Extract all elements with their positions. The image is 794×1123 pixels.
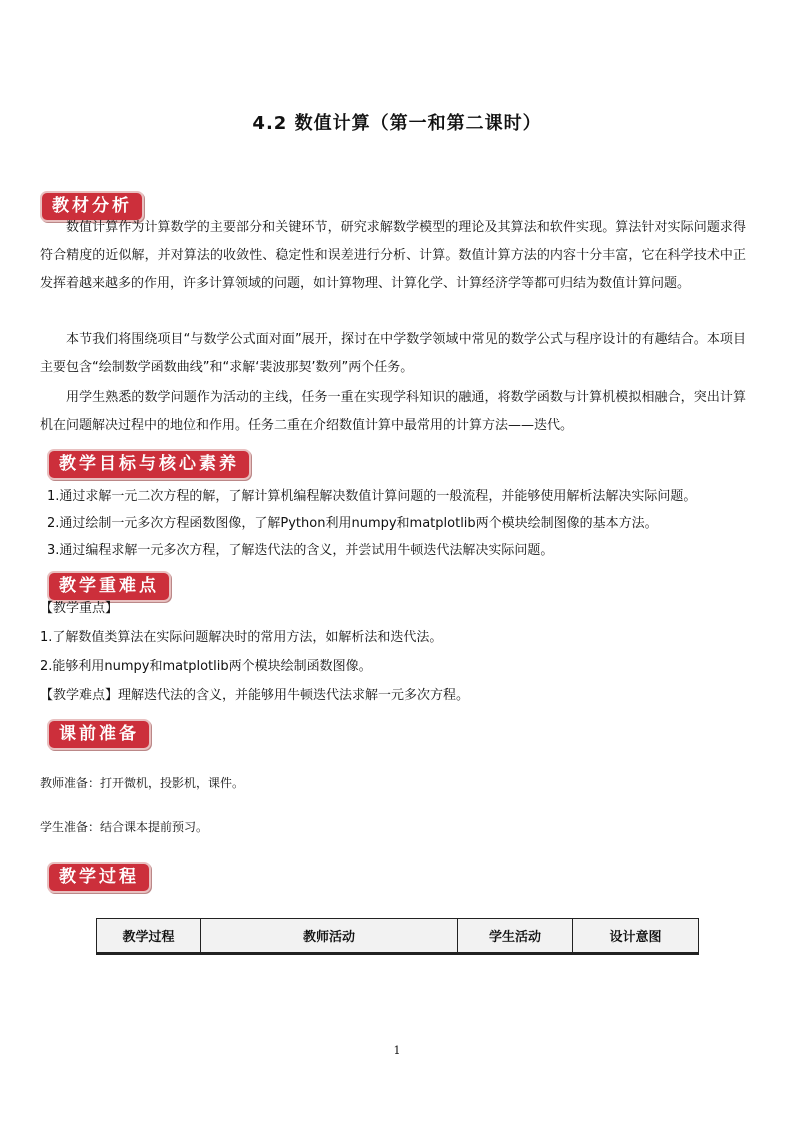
section-badge-goals: 教学目标与核心素养 — [47, 449, 251, 480]
section-badge-process: 教学过程 — [47, 862, 151, 893]
page-number: 1 — [393, 1044, 401, 1057]
student-prep: 学生准备：结合课本提前预习。 — [40, 820, 209, 834]
section-badge-key-points: 教学重难点 — [47, 571, 171, 602]
process-table — [96, 918, 699, 955]
table-header-intent: 设计意图 — [573, 919, 699, 954]
difficulty-label: 【教学难点】 — [40, 688, 119, 703]
difficulty-text: 理解迭代法的含义，并能够用牛顿迭代法求解一元多次方程。 — [118, 688, 470, 703]
goal-item-1: 1.通过求解一元二次方程的解，了解计算机编程解决数值计算问题的一般流程，并能够使用解析法解决实际问题。 — [47, 489, 697, 504]
focus-item-2: 2.能够利用numpy和matplotlib两个模块绘制函数图像。 — [40, 659, 372, 674]
focus-label: 【教学重点】 — [40, 601, 119, 616]
section-badge-analysis: 教材分析 — [40, 191, 144, 222]
table-header-row — [97, 919, 699, 954]
goal-item-3: 3.通过编程求解一元多次方程，了解迭代法的含义，并尝试用牛顿迭代法解决实际问题。 — [47, 543, 554, 558]
analysis-paragraph-3: 用学生熟悉的数学问题作为活动的主线，任务一重在实现学科知识的融通，将数学函数与计算机模拟相融合，突出计算机在问题解决过程中的地位和作用。任务二重在介绍数值计算中最常用的计算方法——迭代。 — [40, 390, 746, 433]
section-badge-prep: 课前准备 — [47, 719, 151, 750]
analysis-paragraph-1: 数值计算作为计算数学的主要部分和关键环节，研究求解数学模型的理论及其算法和软件实现。算法针对实际问题求得符合精度的近似解，并对算法的收敛性、稳定性和误差进行分析、计算。数值计算方法的内容十分丰富，它在科学技术中正发挥着越来越多的作用，许多计算领域的问题，如计算物理、计算化学、计算经济学等都可归结为数值计算问题。 — [40, 220, 746, 291]
teacher-prep: 教师准备：打开微机，投影机，课件。 — [40, 776, 245, 790]
goal-item-2: 2.通过绘制一元多次方程函数图像，了解Python利用numpy和matplotlib两个模块绘制图像的基本方法。 — [47, 516, 658, 531]
page-title: 4.2 数值计算（第一和第二课时） — [252, 113, 542, 134]
table-header-process: 教学过程 — [97, 919, 201, 954]
analysis-paragraph-2: 本节我们将围绕项目“与数学公式面对面”展开，探讨在中学数学领域中常见的数学公式与程序设计的有趣结合。本项目主要包含“绘制数学函数曲线”和“求解‘裴波那契’数列”两个任务。 — [40, 332, 746, 375]
table-header-student: 学生活动 — [458, 919, 573, 954]
focus-item-1: 1.了解数值类算法在实际问题解决时的常用方法，如解析法和迭代法。 — [40, 630, 443, 645]
difficulty-line — [40, 686, 469, 706]
table-header-teacher: 教师活动 — [201, 919, 458, 954]
